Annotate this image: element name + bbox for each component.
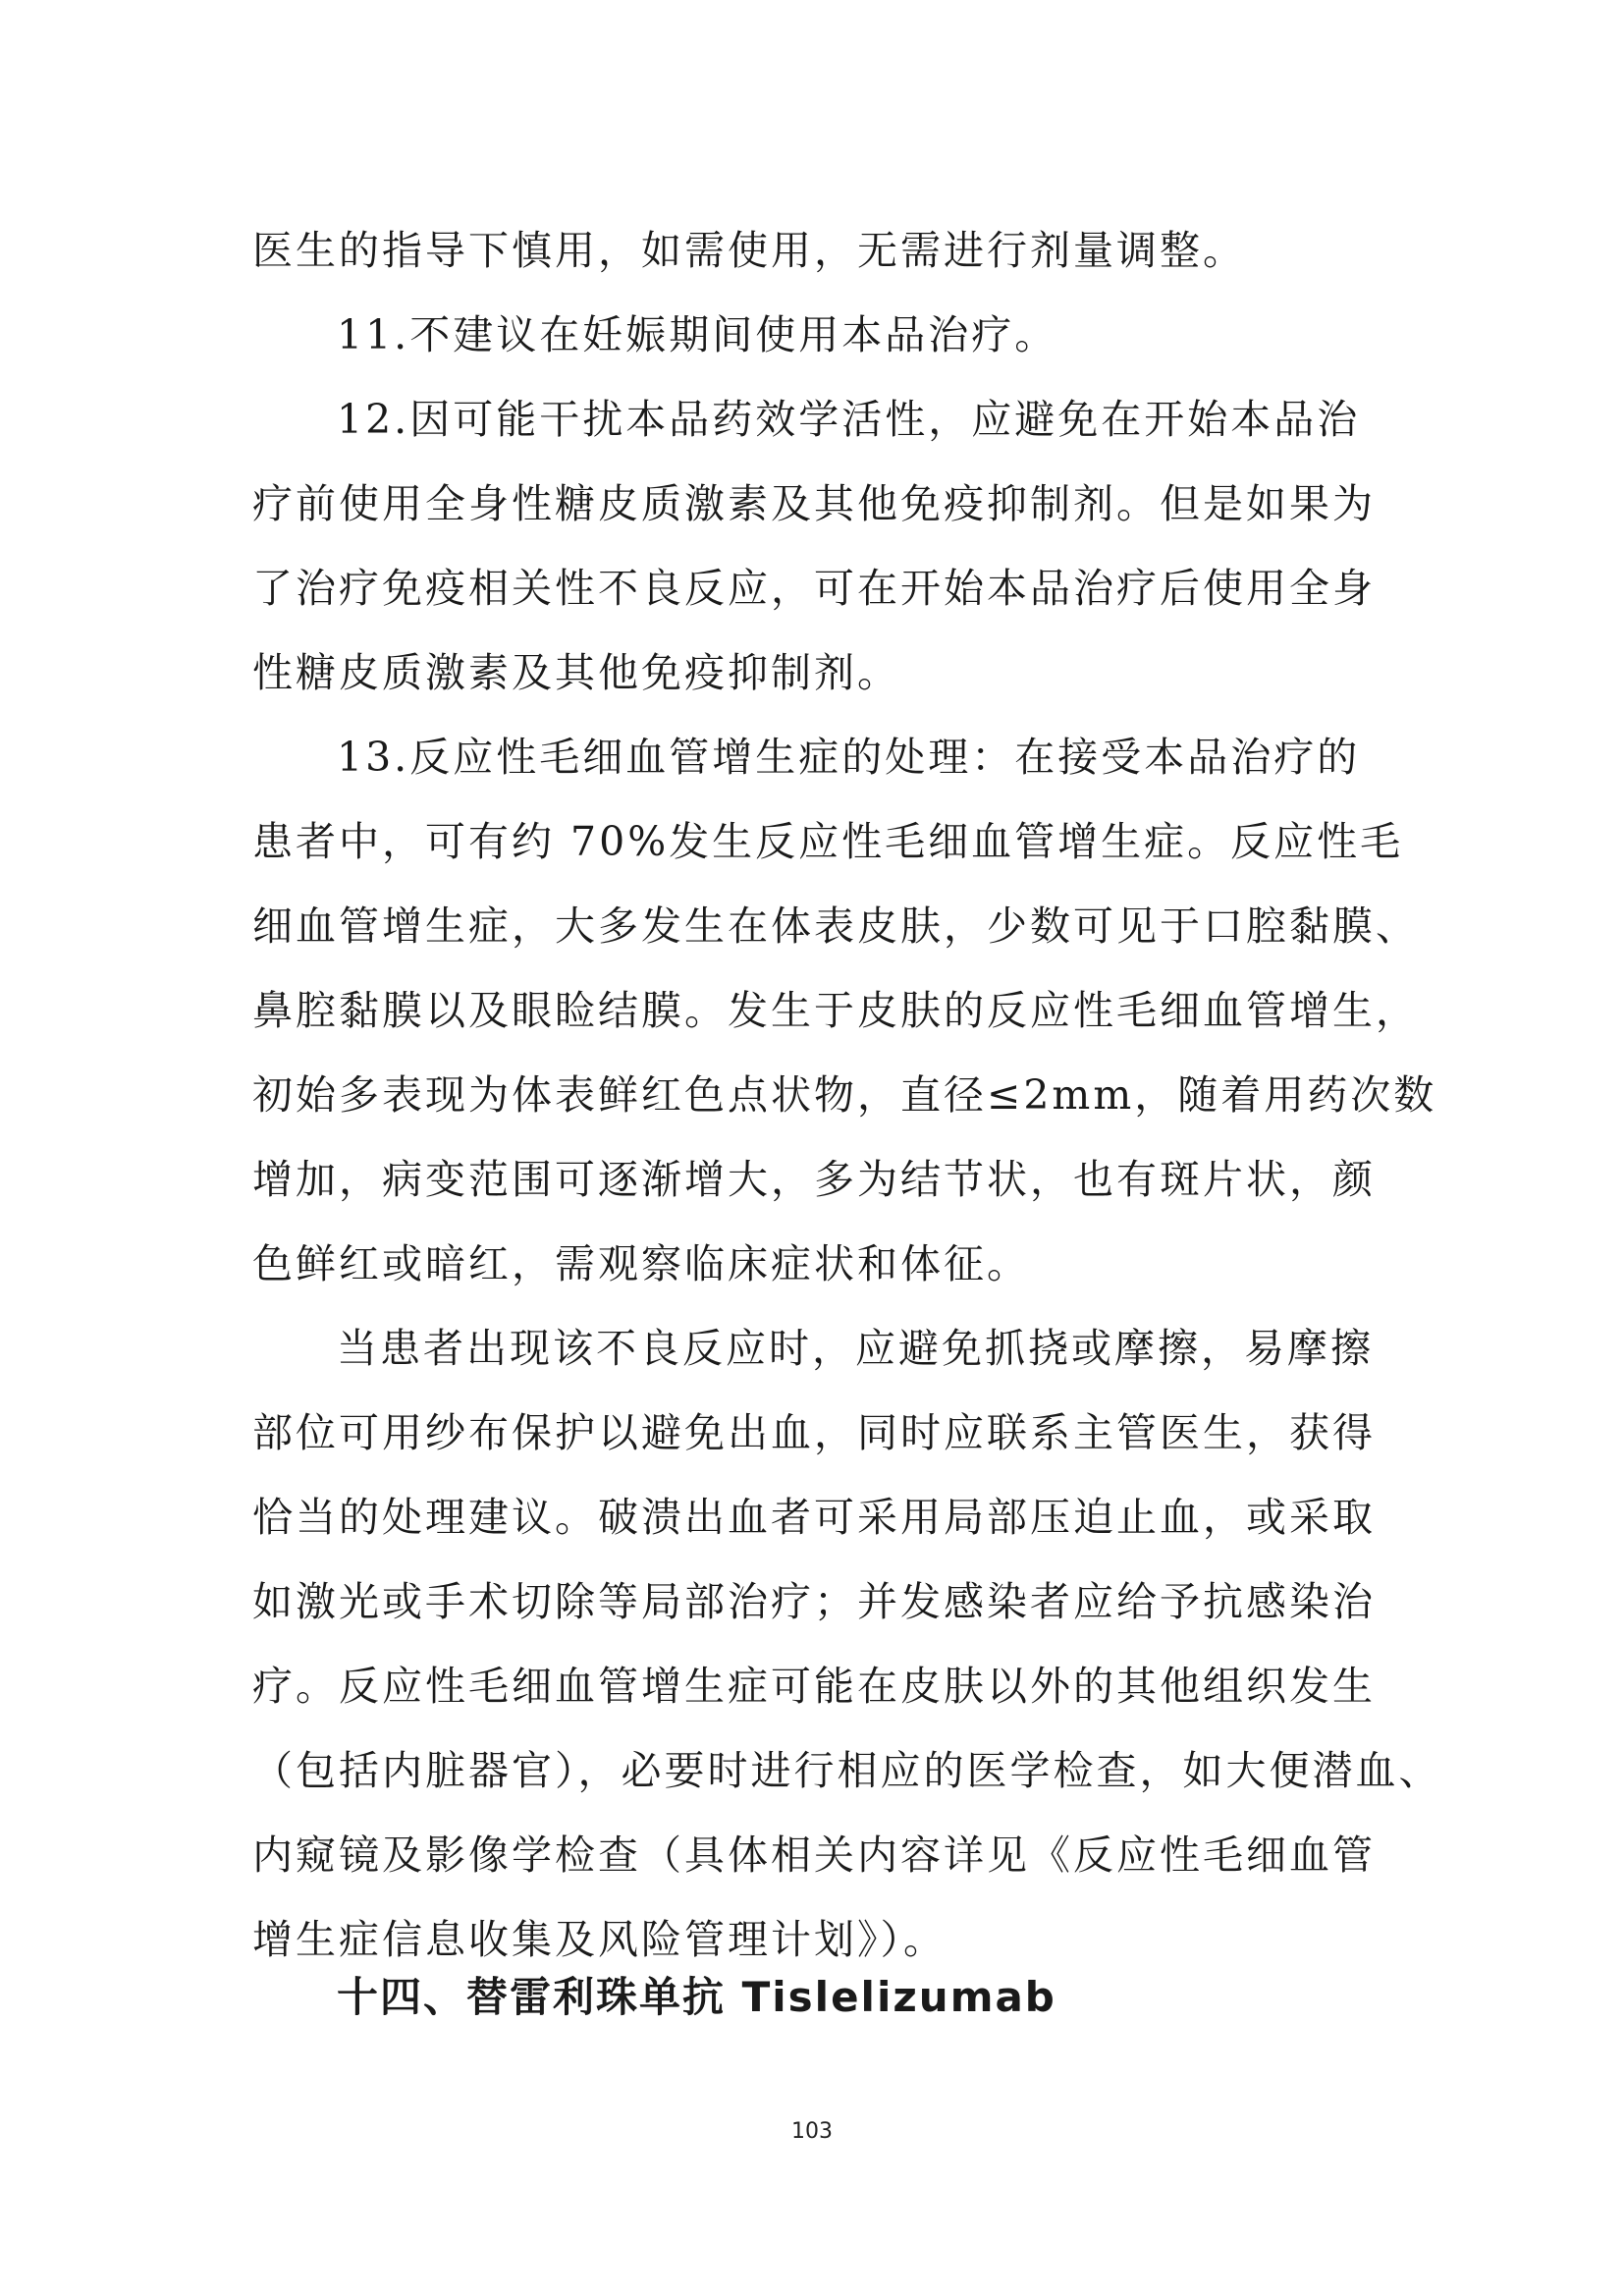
text-line: 初始多表现为体表鲜红色点状物，直径≤2mm，随着用药次数 [252, 1071, 1437, 1119]
text-line: 色鲜红或暗红，需观察临床症状和体征。 [252, 1240, 1030, 1287]
text-line: 了治疗免疫相关性不良反应，可在开始本品治疗后使用全身 [252, 565, 1376, 612]
section-heading: 十四、替雷利珠单抗 Tislelizumab [337, 1973, 1056, 2021]
text-line: 部位可用纱布保护以避免出血，同时应联系主管医生，获得 [252, 1409, 1376, 1456]
text-line: 细血管增生症，大多发生在体表皮肤，少数可见于口腔黏膜、 [252, 902, 1419, 950]
text-line: 医生的指导下慎用，如需使用，无需进行剂量调整。 [252, 227, 1246, 274]
text-line: 如激光或手术切除等局部治疗；并发感染者应给予抗感染治 [252, 1578, 1376, 1625]
text-line: 内窥镜及影像学检查（具体相关内容详见《反应性毛细血管 [252, 1831, 1376, 1879]
text-line: （包括内脏器官），必要时进行相应的医学检查，如大便潜血、 [252, 1747, 1442, 1794]
text-line: 疗。反应性毛细血管增生症可能在皮肤以外的其他组织发生 [252, 1663, 1376, 1710]
text-line: 11.不建议在妊娠期间使用本品治疗。 [337, 311, 1058, 358]
text-line: 恰当的处理建议。破溃出血者可采用局部压迫止血，或采取 [252, 1494, 1376, 1541]
text-line: 12.因可能干扰本品药效学活性，应避免在开始本品治 [337, 396, 1361, 443]
text-line: 增加，病变范围可逐渐增大，多为结节状，也有斑片状，颜 [252, 1156, 1376, 1203]
text-line: 性糖皮质激素及其他免疫抑制剂。 [252, 649, 900, 696]
text-line: 疗前使用全身性糖皮质激素及其他免疫抑制剂。但是如果为 [252, 480, 1376, 527]
page-number: 103 [791, 2119, 833, 2144]
text-line: 13.反应性毛细血管增生症的处理：在接受本品治疗的 [337, 734, 1361, 781]
text-line: 患者中，可有约 70%发生反应性毛细血管增生症。反应性毛 [252, 818, 1404, 865]
text-line: 当患者出现该不良反应时，应避免抓挠或摩擦，易摩擦 [337, 1325, 1374, 1372]
text-line: 鼻腔黏膜以及眼睑结膜。发生于皮肤的反应性毛细血管增生， [252, 987, 1419, 1034]
text-line: 增生症信息收集及风险管理计划》）。 [252, 1916, 947, 1963]
document-body [252, 208, 1442, 1982]
